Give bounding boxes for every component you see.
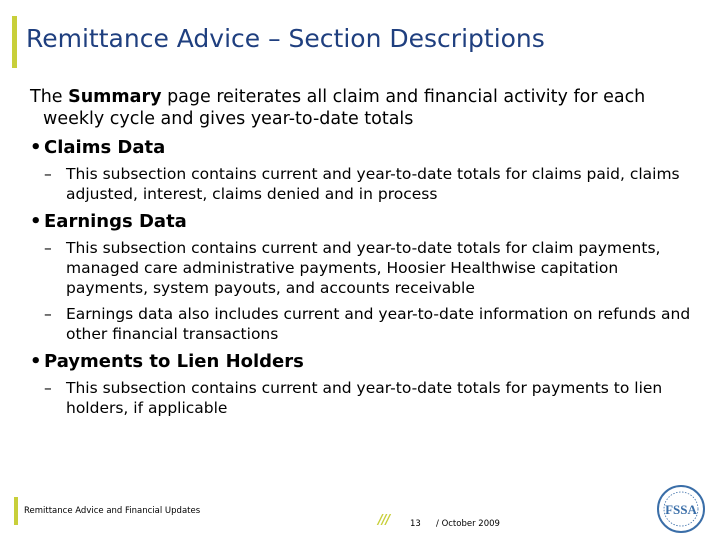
bullet-marker: •: [30, 351, 42, 372]
intro-prefix: The: [30, 87, 69, 107]
dash-marker: –: [44, 165, 52, 183]
bullet-marker: •: [30, 211, 42, 232]
bullet-marker: •: [30, 137, 42, 158]
fssa-seal-icon: [656, 484, 706, 534]
bullet-payments-lien-holders: [30, 350, 700, 374]
intro-bold-term: Summary: [68, 87, 162, 107]
footer-slashes: ///: [378, 513, 390, 528]
seal-logo-text: FSSA: [665, 502, 697, 517]
footer-date: / October 2009: [436, 519, 500, 529]
bullet-heading: Earnings Data: [44, 211, 187, 232]
title-accent-bar: [12, 16, 17, 68]
bullet-claims-data: [30, 136, 700, 160]
sub-item: [30, 378, 700, 418]
bullet-heading: Payments to Lien Holders: [44, 351, 304, 372]
sub-item-text: This subsection contains current and year-to-date totals for claims paid, claims adjusted, interest, claims denied and in process: [66, 165, 680, 203]
slide-title: Remittance Advice – Section Descriptions: [26, 24, 545, 53]
dash-marker: –: [44, 379, 52, 397]
intro-paragraph: [30, 86, 700, 130]
bullet-earnings-data: [30, 210, 700, 234]
slide-body: [30, 86, 700, 424]
sub-item: [30, 164, 700, 204]
sub-item: [30, 238, 700, 298]
sub-item-text: This subsection contains current and year-to-date totals for payments to lien holders, if applicable: [66, 379, 663, 417]
sub-item: [30, 304, 700, 344]
page-number: 13: [410, 519, 421, 529]
bullet-heading: Claims Data: [44, 137, 166, 158]
footer-title: Remittance Advice and Financial Updates: [24, 506, 201, 516]
sub-item-text: This subsection contains current and year-to-date totals for claim payments, managed care administrative payments, Hoosier Healthwise capitation payments, system payouts, and accounts receivable: [66, 239, 661, 297]
dash-marker: –: [44, 305, 52, 323]
intro-suffix: page reiterates all claim and financial activity for each weekly cycle and gives year-to-date totals: [43, 87, 646, 129]
dash-marker: –: [44, 239, 52, 257]
sub-item-text: Earnings data also includes current and year-to-date information on refunds and other financial transactions: [66, 305, 691, 343]
footer-accent-bar: [14, 497, 18, 525]
